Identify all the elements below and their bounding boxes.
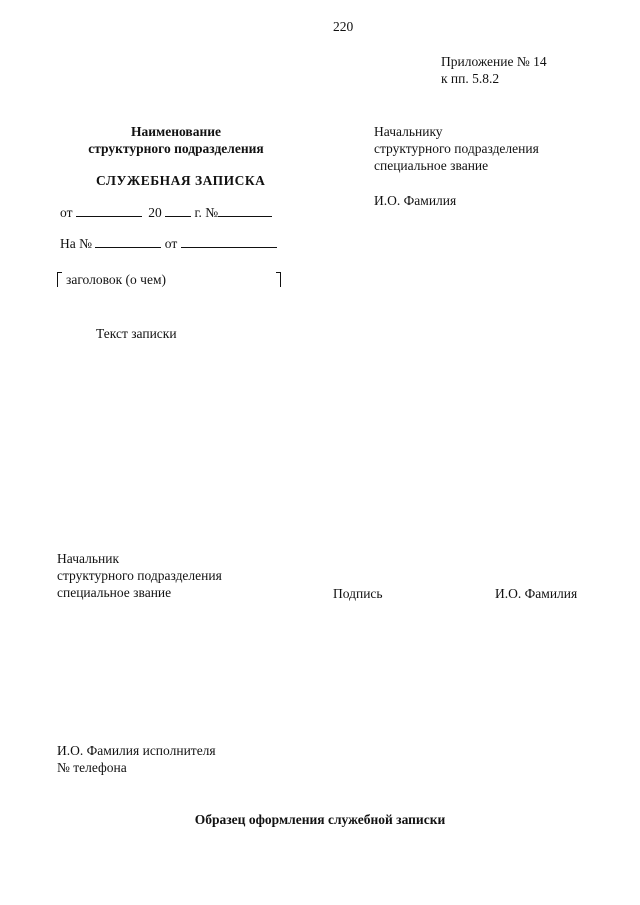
- reference-from-label: от: [164, 236, 178, 251]
- reference-number-field[interactable]: [95, 235, 161, 248]
- year-suffix: г.: [194, 205, 202, 220]
- body-text: Текст записки: [96, 326, 177, 341]
- sender-unit-label: структурного подразделения: [88, 141, 264, 156]
- document-caption: Образец оформления служебной записки: [194, 812, 446, 827]
- year-prefix: 20: [148, 205, 162, 220]
- sender-name-label: Наименование: [131, 124, 221, 139]
- year-field[interactable]: [165, 204, 191, 217]
- reference-date-field[interactable]: [181, 235, 277, 248]
- date-number-line: [60, 204, 272, 221]
- number-field[interactable]: [218, 204, 272, 217]
- addressee-rank: специальное звание: [374, 158, 489, 173]
- sender-block: [78, 123, 274, 157]
- number-sign: №: [205, 205, 219, 220]
- appendix-block: [441, 53, 547, 87]
- executor-name: И.О. Фамилия исполнителя: [57, 743, 216, 758]
- date-field[interactable]: [76, 204, 142, 217]
- signature-title: Начальник: [57, 551, 120, 566]
- subject-bracket-right: [276, 272, 281, 287]
- reference-label: На №: [60, 236, 92, 251]
- addressee-block: [374, 123, 539, 209]
- subject-bracket-left: [57, 272, 62, 287]
- signature-rank: специальное звание: [57, 585, 172, 600]
- signature-name: И.О. Фамилия: [495, 586, 578, 601]
- signature-unit: структурного подразделения: [57, 568, 222, 583]
- appendix-title: Приложение № 14: [441, 54, 547, 69]
- subject-line[interactable]: [57, 271, 285, 288]
- executor-block: [57, 742, 216, 776]
- document-type: СЛУЖЕБНАЯ ЗАПИСКА: [96, 173, 266, 188]
- signature-position: [57, 550, 222, 601]
- signature-label: Подпись: [333, 586, 383, 601]
- page-number: 220: [333, 19, 354, 34]
- addressee-unit: структурного подразделения: [374, 141, 539, 156]
- date-from-label: от: [60, 205, 73, 220]
- executor-phone: № телефона: [57, 760, 127, 775]
- reference-line: [60, 235, 277, 252]
- addressee-name: И.О. Фамилия: [374, 193, 457, 208]
- subject-placeholder: заголовок (о чем): [66, 272, 166, 287]
- appendix-reference: к пп. 5.8.2: [441, 71, 500, 86]
- addressee-title: Начальнику: [374, 124, 443, 139]
